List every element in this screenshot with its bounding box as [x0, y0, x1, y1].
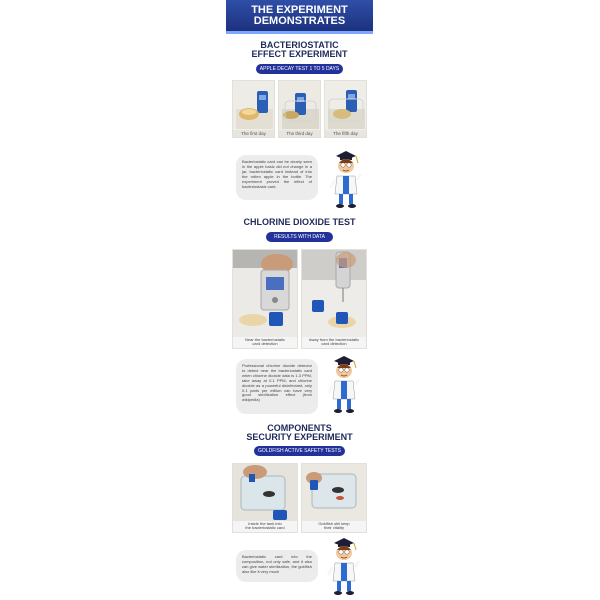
header-line-2: DEMONSTRATES [253, 15, 346, 27]
caption-near-card [233, 337, 297, 348]
caption-first-day: The first day [233, 130, 274, 137]
section-1-pill: APPLE DECAY TEST 1 TO 5 DAYS [256, 64, 343, 74]
caption-goldfish-tank [233, 521, 297, 532]
section-1-title-line-1: BACTERIOSTATIC [260, 40, 339, 50]
detector-near-card-image [233, 250, 298, 338]
section-3-title-line-1: COMPONENTS [267, 423, 332, 433]
infographic-strip [226, 0, 373, 600]
section-2-speech-bubble: Professional chlorine dioxide detector to detect near the bacteriostatic card when chlorine dioxide data is 1.3 PPM, take away at 0.1 PPM, and chlorine dioxide as a powerful disinfectant, only 0.1 parts per million can have very good sterilization effect (from wikipedia) [236, 359, 318, 414]
caption-near-line-2: card detection [252, 341, 278, 347]
section-1-speech-bubble: Bacteriostatic card can be clearly seen in the apple basic did not change in a jar, bacteriostatic card instead of into the rotten apple in the bottle. The experiment proved the effect of bacteriostasis card. [236, 155, 318, 200]
section-3-pill: GOLDFISH ACTIVE SAFETY TESTS [254, 446, 345, 456]
caption-vitality-line-1: Goldfish still keep [318, 520, 350, 526]
caption-away-line-2: card detection [321, 341, 347, 347]
section-1-photos [232, 80, 367, 138]
section-3-title-line-2: SECURITY EXPERIMENT [246, 432, 353, 442]
photo-away-card [301, 249, 367, 349]
section-3-title [226, 424, 373, 442]
banner-accent-bar [226, 31, 373, 34]
section-3-photos [232, 463, 367, 533]
section-2-photos [232, 249, 367, 349]
section-1-title [226, 41, 373, 59]
photo-third-day [278, 80, 321, 138]
caption-third-day: The third day [279, 130, 320, 137]
detector-away-card-image [302, 250, 367, 338]
section-2-pill: RESULTS WITH DATA [266, 232, 333, 242]
photo-fifth-day [324, 80, 367, 138]
goldfish-tank-image [233, 464, 298, 522]
caption-tank-line-1: Inside the tank into [248, 520, 282, 526]
caption-fifth-day: The fifth day [325, 130, 366, 137]
caption-tank-line-2: the bacteriostatic card [245, 525, 285, 531]
photo-goldfish-vitality [301, 463, 367, 533]
scientist-mascot-icon [329, 150, 363, 210]
header-banner [226, 0, 373, 34]
section-1-title-line-2: EFFECT EXPERIMENT [251, 49, 348, 59]
goldfish-vitality-image [302, 464, 367, 522]
scientist-mascot-icon [327, 355, 361, 415]
section-2-title: CHLORINE DIOXIDE TEST [243, 217, 356, 227]
header-line-1: THE EXPERIMENT [251, 4, 348, 16]
jar-with-apple-image [279, 81, 321, 129]
photo-first-day [232, 80, 275, 138]
photo-goldfish-tank [232, 463, 298, 533]
caption-away-card [302, 337, 366, 348]
section-3-speech-bubble: Bacteriostatic card into the composition, not only safe, and it also can give water sterilization, the goldfish also like it very much [236, 550, 318, 582]
scientist-mascot-icon [327, 537, 361, 597]
caption-away-line-1: Away from the bacteriostatic [308, 336, 360, 342]
photo-near-card [232, 249, 298, 349]
caption-near-line-1: Near the bacteriostatic [244, 336, 286, 342]
jar-with-apple-image [233, 81, 275, 129]
caption-goldfish-vitality [302, 521, 366, 532]
jar-with-apple-image [325, 81, 367, 129]
caption-vitality-line-2: their vitality [323, 525, 344, 531]
